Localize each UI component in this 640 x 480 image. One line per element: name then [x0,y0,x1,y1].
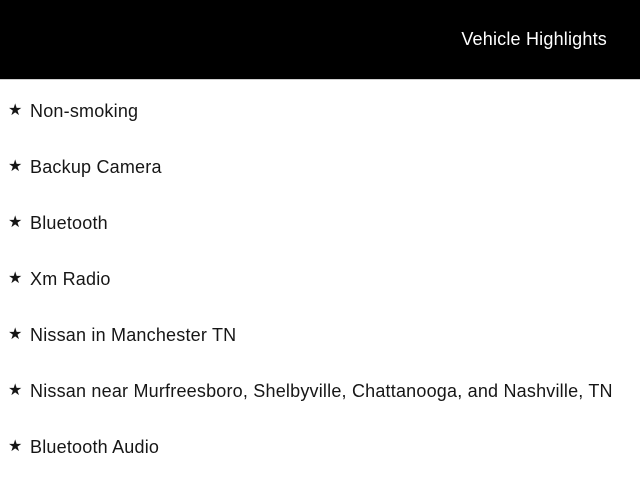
highlight-item [0,195,640,251]
highlight-item [0,363,640,419]
highlight-item [0,139,640,195]
star-icon: ★ [8,158,23,175]
header [0,0,640,80]
page-title: Vehicle Highlights [461,29,607,49]
highlight-item [0,251,640,307]
star-icon: ★ [8,102,23,119]
star-icon: ★ [8,438,23,455]
star-icon: ★ [8,382,23,399]
highlight-item [0,307,640,363]
highlight-label: Non-smoking [30,100,139,121]
highlight-label: Backup Camera [30,156,162,177]
highlight-item [0,83,640,139]
highlight-label: Bluetooth [30,212,108,233]
star-icon: ★ [8,214,23,231]
star-icon: ★ [8,326,23,343]
highlight-label: Nissan in Manchester TN [30,324,237,345]
star-icon: ★ [8,270,23,287]
highlight-item [0,419,640,475]
highlight-label: Xm Radio [30,268,111,289]
highlight-label: Nissan near Murfreesboro, Shelbyville, Chattanooga, and Nashville, TN [30,380,613,401]
highlight-label: Bluetooth Audio [30,436,160,457]
vehicle-highlights-list [0,80,640,475]
